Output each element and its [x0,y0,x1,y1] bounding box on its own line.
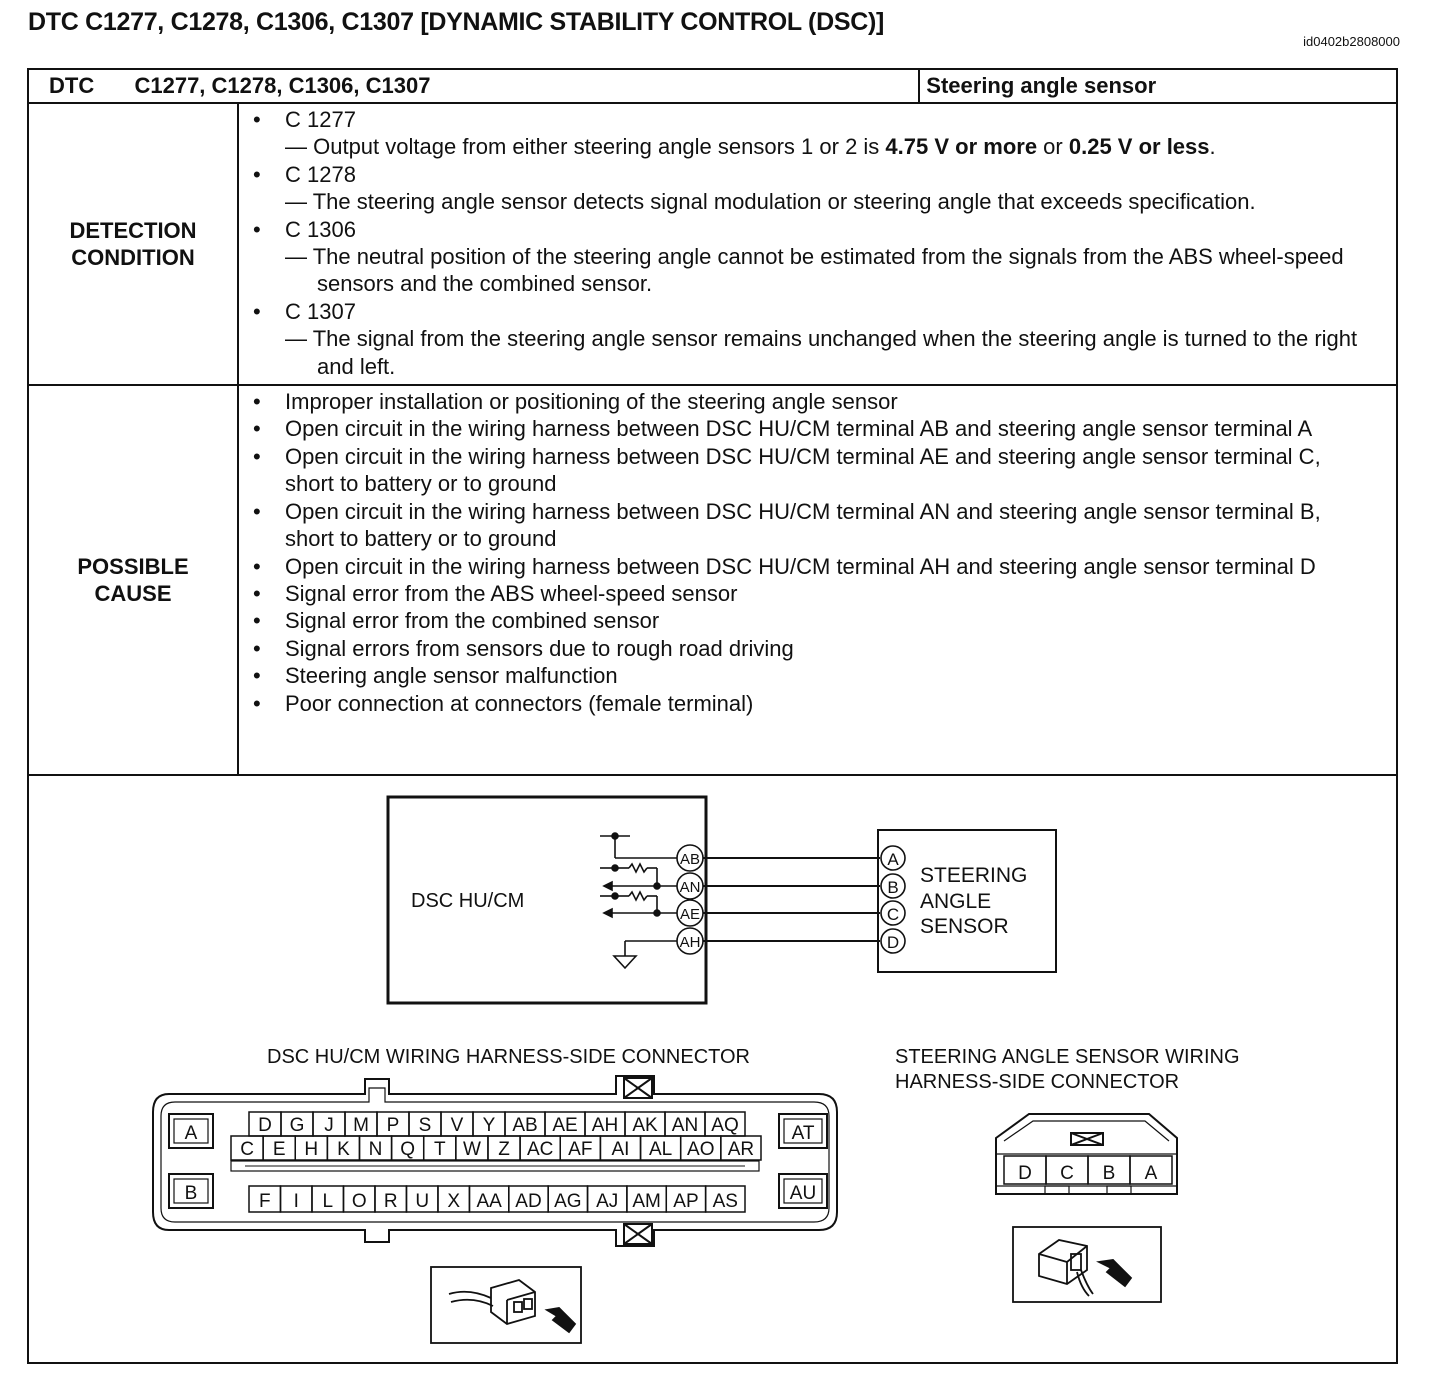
pin-label: N [368,1139,383,1160]
pin-label: D [1018,1163,1032,1184]
pin-label: T [433,1139,446,1160]
pin-label: AQ [711,1115,739,1136]
list-item: • Improper installation or positioning of the steering angle sensor [253,388,1336,415]
condition-desc: — Output voltage from either steering angle sensors 1 or 2 is 4.75 V or more or 0.25 V or less. [285,134,1216,160]
list-item: • Poor connection at connectors (female terminal) [253,690,1336,717]
pin-label: AO [687,1139,715,1160]
pin-label: AF [568,1139,593,1160]
pin-label: AG [554,1191,582,1212]
pin-label: J [324,1115,334,1136]
sensor-connector-pins [1004,1156,1172,1184]
pin-label: AR [727,1139,755,1160]
condition-desc: — The steering angle sensor detects signal modulation or steering angle that exceeds specification. [285,189,1256,215]
connector2-view-illustration [1013,1227,1161,1302]
detection-label-line1: DETECTION [69,218,197,244]
connector1-caption: DSC HU/CM WIRING HARNESS-SIDE CONNECTOR [267,1046,750,1068]
condition-desc: — The signal from the steering angle sensor remains unchanged when the steering angle is turned to the right and left. [285,326,1358,379]
connector1-view-illustration [431,1267,581,1343]
dsc-module [388,797,706,1003]
pin-label: O [351,1191,367,1212]
side-pin-au: AU [789,1183,817,1204]
list-item: • Signal errors from sensors due to rough road driving [253,635,1336,662]
pin-label: E [272,1139,286,1160]
pin-label: V [450,1115,464,1136]
detection-label [28,103,238,385]
pin-label: G [289,1115,305,1136]
pin-label: H [304,1139,319,1160]
harness-wires [703,858,880,941]
pin-label: AM [632,1191,661,1212]
sensor-terminal-c: C [886,905,900,924]
sensor-label-line1: STEERING [920,864,1028,887]
dtc-table [27,68,1398,776]
terminal-ab: AB [679,851,701,868]
cause-label-line2: CAUSE [94,581,172,607]
pin-label: C [240,1139,254,1160]
pin-label: I [293,1191,299,1212]
page-title: DTC C1277, C1278, C1306, C1307 [DYNAMIC STABILITY CONTROL (DSC)] [28,8,885,36]
pin-label: Z [498,1139,510,1160]
pin-label: C [1060,1163,1074,1184]
pin-label: AS [712,1191,738,1212]
list-item: • Open circuit in the wiring harness between DSC HU/CM terminal AB and steering angle sensor terminal A [253,415,1336,442]
module-terminals [677,845,703,954]
document-id: id0402b2808000 [1303,34,1400,49]
component-cell [919,69,1397,103]
pin-label: D [258,1115,272,1136]
module-label: DSC HU/CM [411,890,525,912]
list-item: • Open circuit in the wiring harness between DSC HU/CM terminal AE and steering angle sensor terminal C, short to battery or to ground [253,443,1336,498]
cause-label-line1: POSSIBLE [77,554,189,580]
terminal-ah: AH [679,934,701,951]
sensor-terminal-b: B [887,878,899,897]
cause-label [28,385,238,775]
terminal-ae: AE [679,906,701,923]
pin-label: U [415,1191,430,1212]
terminal-an: AN [679,879,701,896]
sensor-terminal-d: D [886,933,900,952]
list-item [253,298,1396,380]
list-item: • Steering angle sensor malfunction [253,662,1336,689]
pin-label: L [322,1191,334,1212]
condition-code: C 1278 [285,161,356,187]
pin-label: AJ [596,1191,619,1212]
list-item: • Signal error from the combined sensor [253,607,1336,634]
pin-label: Q [400,1139,416,1160]
list-item [253,161,1396,216]
pin-label: AI [611,1139,630,1160]
condition-desc: — The neutral position of the steering angle cannot be estimated from the signals from the ABS wheel-speed sensors and the combined sensor. [285,244,1344,297]
table-header-row [28,69,1397,103]
pin-label: AC [526,1139,554,1160]
list-item: • Open circuit in the wiring harness between DSC HU/CM terminal AN and steering angle sensor terminal B, short to battery or to ground [253,498,1336,553]
dtc-code-cell [28,69,919,103]
pin-label: Y [482,1115,496,1136]
pin-label: X [447,1191,461,1212]
condition-code: C 1307 [285,298,356,324]
dsc-connector [153,1076,837,1246]
pin-label: AL [648,1139,673,1160]
cause-content [238,385,1397,775]
pin-label: R [383,1191,398,1212]
side-pin-b: B [184,1183,198,1204]
sensor-label-line2: ANGLE [920,890,992,913]
pin-label: F [258,1191,271,1212]
list-item [253,106,1396,161]
side-pin-a: A [184,1123,198,1144]
pin-label: AD [515,1191,542,1212]
side-pin-at: AT [791,1123,815,1144]
pin-label: AK [632,1115,658,1136]
detection-row [28,103,1397,385]
condition-code: C 1306 [285,216,356,242]
dtc-codes: C1277, C1278, C1306, C1307 [134,73,431,98]
detection-label-line2: CONDITION [71,245,195,271]
condition-code: C 1277 [285,107,356,132]
connector1-row1 [249,1112,745,1136]
cause-row [28,385,1397,775]
detection-content [238,103,1397,385]
connector2-caption-line1: STEERING ANGLE SENSOR WIRING [895,1046,1240,1068]
dtc-label: DTC [49,73,95,98]
pin-label: S [418,1115,432,1136]
pin-label: AB [512,1115,538,1136]
list-item [253,216,1396,298]
pin-label: W [462,1139,481,1160]
connector1-row3 [249,1186,745,1212]
pin-label: AA [476,1191,502,1212]
connector2-caption-line2: HARNESS-SIDE CONNECTOR [895,1071,1180,1093]
pin-label: B [1102,1163,1116,1184]
wiring-diagram [29,776,1396,1362]
pin-label: M [353,1115,369,1136]
pin-label: K [337,1139,350,1160]
list-item: • Open circuit in the wiring harness between DSC HU/CM terminal AH and steering angle sensor terminal D [253,553,1336,580]
pin-label: A [1144,1163,1158,1184]
sensor-terminal-a: A [887,850,899,869]
pin-label: AN [671,1115,699,1136]
sensor-label-line3: SENSOR [920,915,1009,938]
pin-label: P [386,1115,400,1136]
pin-label: AP [673,1191,699,1212]
connector1-row2 [231,1136,761,1160]
pin-label: AH [591,1115,619,1136]
pin-label: AE [552,1115,578,1136]
list-item: • Signal error from the ABS wheel-speed sensor [253,580,1336,607]
steering-angle-sensor [878,830,1056,972]
component-name: Steering angle sensor [926,73,1157,98]
